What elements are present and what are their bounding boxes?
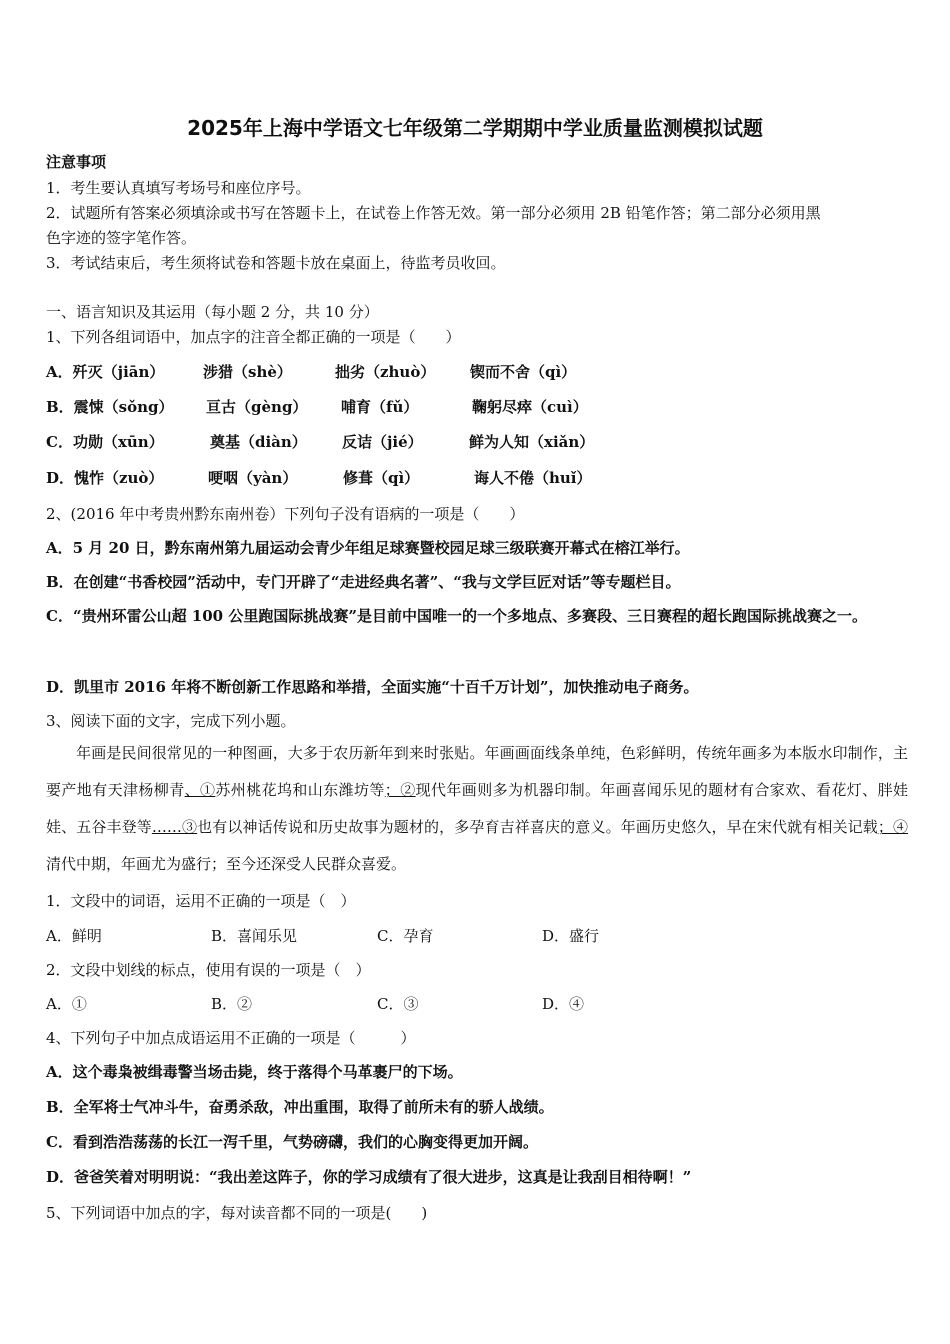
q2-option-a: A．5 月 20 日，黔东南州第九届运动会青少年组足球赛暨校园足球三级联赛开幕式在榕江举行。 — [46, 539, 690, 557]
sub2-option-b: B．② — [211, 995, 253, 1013]
q1-option-a-word: 锲而不舍（qì） — [470, 363, 577, 381]
reading-passage — [46, 735, 908, 883]
q1-option-b-word: 鞠躬尽瘁（cuì） — [472, 398, 588, 416]
underlined-punct: ；② — [384, 781, 416, 799]
q1-option-d-word: 修葺（qì） — [343, 469, 420, 487]
underlined-punct: 、① — [184, 781, 216, 799]
q1-option-b: B．震悚（sǒng） — [46, 398, 174, 416]
page-title: 2025年上海中学语文七年级第二学期期中学业质量监测模拟试题 — [187, 116, 763, 140]
q4-option-a: A．这个毒枭被缉毒警当场击毙，终于落得个马革裹尸的下场。 — [46, 1063, 463, 1081]
q4-option-c: C．看到浩浩荡荡的长江一泻千里，气势磅礴，我们的心胸变得更加开阔。 — [46, 1133, 538, 1151]
q1-option-d: D．愧怍（zuò） — [46, 469, 164, 487]
q2-option-d: D．凯里市 2016 年将不断创新工作思路和举措，全面实施“十百千万计划”，加快推动电子商务。 — [46, 678, 699, 696]
notice-item: 3．考试结束后，考生须将试卷和答题卡放在桌面上，待监考员收回。 — [46, 254, 506, 272]
q1-option-b-word: 哺育（fǔ） — [341, 398, 419, 416]
q1-option-a-word: 涉猎（shè） — [203, 363, 292, 381]
notice-item: 色字迹的签字笔作答。 — [46, 229, 197, 247]
q4-option-d: D．爸爸笑着对明明说：“我出差这阵子，你的学习成绩有了很大进步，这真是让我刮目相待啊！” — [46, 1168, 692, 1186]
sub1-option-a: A．鲜明 — [46, 927, 102, 945]
notice-item: 1．考生要认真填写考场号和座位序号。 — [46, 179, 311, 197]
sub2-option-c: C．③ — [377, 995, 419, 1013]
question-5-stem: 5、下列词语中加点的字，每对读音都不同的一项是( ) — [46, 1204, 428, 1222]
sub1-option-b: B．喜闻乐见 — [211, 927, 298, 945]
question-1-stem: 1、下列各组词语中，加点字的注音全都正确的一项是（ ） — [46, 328, 461, 346]
q1-option-c-word: 奠基（diàn） — [210, 433, 307, 451]
sub1-option-c: C．孕育 — [377, 927, 434, 945]
underlined-punct: ；④ — [877, 818, 908, 836]
passage-text: 现代年画则多为机器印制。年画喜闻乐见的题材有合家欢、看花灯、胖娃娃、五谷丰登等 — [46, 781, 908, 836]
q1-option-d-word: 诲人不倦（huǐ） — [474, 469, 592, 487]
notice-heading: 注意事项 — [46, 153, 107, 171]
passage-text: 苏州桃花坞和山东潍坊等 — [215, 781, 385, 799]
passage-text: 年画是民间很常见的一种图画，大多于农历新年到来时张贴。年画画面线条单纯，色彩鲜明，传统年画多为本版水印制作，主要产地有天津杨柳青 — [46, 744, 908, 799]
underlined-punct: ……③ — [151, 818, 198, 836]
sub2-option-a: A．① — [46, 995, 87, 1013]
sub1-option-d: D．盛行 — [542, 927, 600, 945]
question-2-stem: 2、(2016 年中考贵州黔东南州卷）下列句子没有语病的一项是（ ） — [46, 505, 525, 523]
q1-option-c: C．功勋（xūn） — [46, 433, 164, 451]
q2-option-c: C．“贵州环雷公山超 100 公里跑国际挑战赛”是目前中国唯一的一个多地点、多赛段、三日赛程的超长跑国际挑战赛之一。 — [46, 607, 867, 625]
section-heading: 一、语言知识及其运用（每小题 2 分，共 10 分） — [46, 303, 379, 321]
q2-option-b: B．在创建“书香校园”活动中，专门开辟了“走进经典名著”、“我与文学巨匠对话”等专题栏目。 — [46, 573, 681, 591]
q1-option-a-word: 拙劣（zhuò） — [335, 363, 436, 381]
q1-option-c-word: 鲜为人知（xiǎn） — [469, 433, 595, 451]
q1-option-b-word: 亘古（gèng） — [206, 398, 308, 416]
question-3-stem: 3、阅读下面的文字，完成下列小题。 — [46, 712, 296, 730]
q4-option-b: B．全军将士气冲斗牛，奋勇杀敌，冲出重围，取得了前所未有的骄人战绩。 — [46, 1098, 554, 1116]
q1-option-a: A．歼灭（jiān） — [46, 363, 165, 381]
passage-text: 也有以神话传说和历史故事为题材的，多孕育吉祥喜庆的意义。年画历史悠久，早在宋代就有相关记载 — [197, 818, 878, 836]
sub-question-2: 2．文段中划线的标点，使用有误的一项是（ ） — [46, 961, 371, 979]
passage-text: 清代中期，年画尤为盛行；至今还深受人民群众喜爱。 — [46, 855, 407, 873]
q1-option-d-word: 哽咽（yàn） — [208, 469, 298, 487]
q1-option-c-word: 反诘（jié） — [342, 433, 423, 451]
question-4-stem: 4、下列句子中加点成语运用不正确的一项是（ ） — [46, 1029, 416, 1047]
notice-item: 2．试题所有答案必须填涂或书写在答题卡上，在试卷上作答无效。第一部分必须用 2B 铅笔作答；第二部分必须用黑 — [46, 204, 821, 222]
sub-question-1: 1．文段中的词语，运用不正确的一项是（ ） — [46, 892, 356, 910]
sub2-option-d: D．④ — [542, 995, 585, 1013]
